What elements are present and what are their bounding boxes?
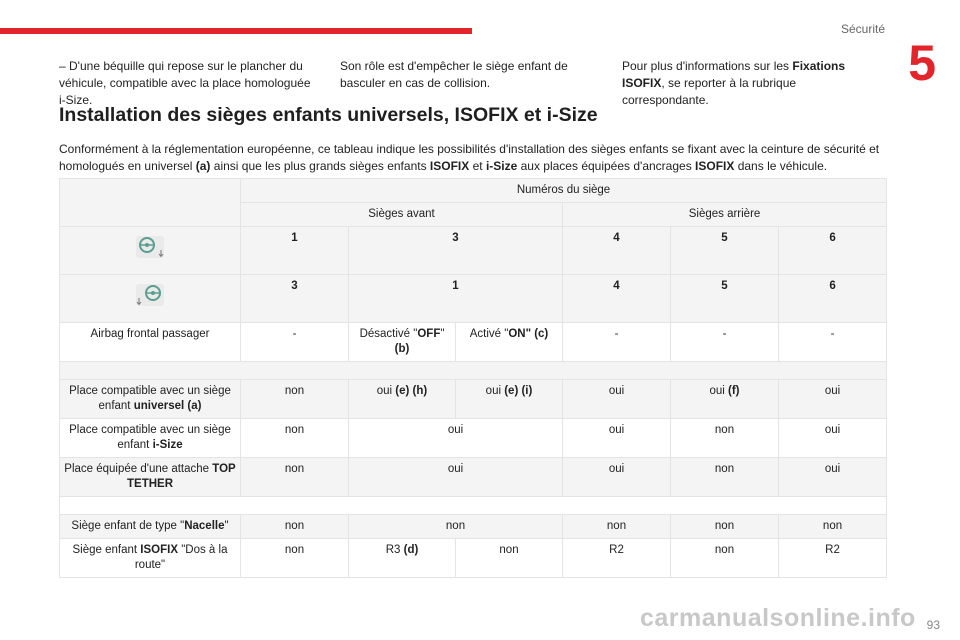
section-heading: Installation des sièges enfants universels, ISOFIX et i-Size [59,104,598,126]
section-title: Sécurité [840,22,885,36]
row-label: Airbag frontal passager [60,323,241,362]
child-seat-table [59,178,887,578]
table-cell: oui [349,458,563,497]
table-cell: R2 [563,539,671,578]
table-spacer-row [60,497,887,515]
front-seats-header: Sièges avant [241,203,563,227]
table-cell: 4 [563,227,671,275]
table-cell: - [241,323,349,362]
column-3-text-end: , se reporter à la rubrique correspondante. [622,76,797,107]
page-number: 93 [926,618,940,632]
table-cell: non [241,419,349,458]
table-cell: R2 [779,539,887,578]
table-cell: non [671,539,779,578]
table-cell: 5 [671,227,779,275]
text-column-3 [622,58,862,109]
table-cell: non [241,539,349,578]
column-3-text: Pour plus d'informations sur les [622,59,793,73]
intro-paragraph: Conformément à la réglementation européenne, ce tableau indique les possibilités d'installation des sièges enfants se fixant avec la ceinture de sécurité et homologués en universel (a) ainsi que les plus grands sièges enfants ISOFIX et i-Size aux places équipées d'ancrages ISOFIX dans le véhicule. [59,142,880,173]
row-label: Place compatible avec un siège enfant universel (a) [60,380,241,419]
table-cell: 6 [779,275,887,323]
table-cell: non [671,419,779,458]
table-cell: 5 [671,275,779,323]
table-cell: oui [563,458,671,497]
rear-seats-header: Sièges arrière [563,203,887,227]
seat-numbers-header: Numéros du siège [241,179,887,203]
table-cell: oui [563,380,671,419]
table-cell: Désactivé "OFF" (b) [349,323,456,362]
table-header-row [60,179,887,203]
table-cell: - [671,323,779,362]
row-label: Place équipée d'une attache TOP TETHER [60,458,241,497]
text-column-1 [59,58,319,109]
isofix-reference: Fixations ISOFIX [622,59,846,90]
table-cell: non [456,539,563,578]
table-cell: non [779,515,887,539]
table-cell: oui (e) (i) [456,380,563,419]
table-cell: oui [779,458,887,497]
table-row [60,275,887,323]
table-row [60,227,887,275]
text-column-2 [340,58,590,92]
table-cell: 3 [241,275,349,323]
column-1-text: D'une béquille qui repose sur le plancher du véhicule, compatible avec la place homologuée i-Size. [59,59,311,107]
chapter-number: 5 [908,35,936,91]
table-cell: 1 [241,227,349,275]
table-spacer-row [60,362,887,380]
table-cell: 6 [779,227,887,275]
table-cell: non [563,515,671,539]
table-cell: - [779,323,887,362]
table-cell: 3 [349,227,563,275]
table-cell: R3 (d) [349,539,456,578]
table-cell: - [563,323,671,362]
table-cell: oui [563,419,671,458]
table-cell: oui [349,419,563,458]
table-corner-cell [60,179,241,227]
table-row [60,380,887,419]
table-cell: oui [779,419,887,458]
table-cell: Activé "ON" (c) [456,323,563,362]
table-cell: oui [779,380,887,419]
row-label: Siège enfant ISOFIX "Dos à la route" [60,539,241,578]
table-cell: non [241,458,349,497]
table-row [60,539,887,578]
table-row [60,323,887,362]
table-row [60,419,887,458]
column-2-text: Son rôle est d'empêcher le siège enfant de basculer en cas de collision. [340,59,568,90]
rhd-steering-wheel-icon [60,275,241,323]
table-cell: non [241,380,349,419]
table-cell: non [671,515,779,539]
table-cell: non [349,515,563,539]
list-dash: – [59,59,70,73]
table-cell: oui (e) (h) [349,380,456,419]
table-cell: oui (f) [671,380,779,419]
table-cell: non [241,515,349,539]
table-cell: 4 [563,275,671,323]
table-row [60,458,887,497]
lhd-steering-wheel-icon [60,227,241,275]
table-row [60,515,887,539]
header-accent-bar [0,28,472,34]
table-cell: non [671,458,779,497]
row-label: Siège enfant de type "Nacelle" [60,515,241,539]
table-cell: 1 [349,275,563,323]
watermark: carmanualsonline.info [640,604,916,632]
row-label: Place compatible avec un siège enfant i-Size [60,419,241,458]
